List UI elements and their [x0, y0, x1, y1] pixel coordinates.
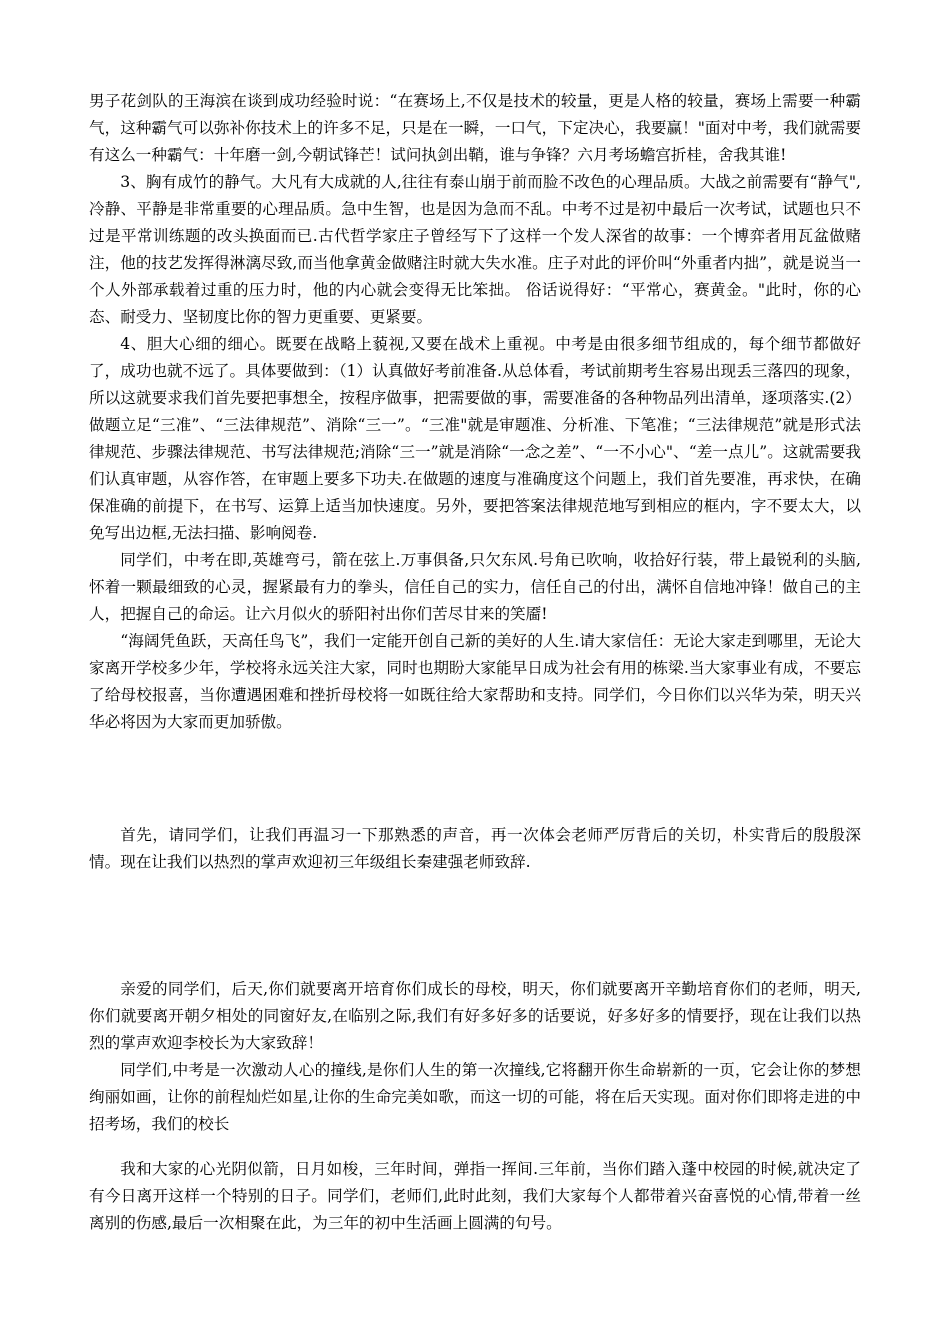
paragraph-three-years: 我和大家的心光阴似箭，日月如梭，三年时间，弹指一挥间.三年前，当你们踏入蓬中校园的时候,就决定了有今日离开这样一个特别的日子。同学们，老师们,此时此刻，我们大家每个人都带着兴奋喜悦的心情,带着一丝离别的伤感,最后一次相聚在此，为三年的初中生活画上圆满的句号。 [89, 1160, 861, 1232]
paragraph-point-3-calm: 3、胸有成竹的静气。大凡有大成就的人,往往有泰山崩于前而脸不改色的心理品质。大战之前需要有“静气",冷静、平静是非常重要的心理品质。急中生智，也是因为急而不乱。中考不过是初中最后一次考试，试题也只不过是平常训练题的改头换面而已.古代哲学家庄子曾经写下了这样一个发人深省的故事：一个博弈者用瓦盆做赌注，他的技艺发挥得淋漓尽致,而当他拿黄金做赌注时就大失水准。庄子对此的评价叫“外重者内拙”，就是说当一个人外部承载着过重的压力时，他的内心就会变得无比笨拙。 俗话说得好：“平常心，赛黄金。"此时，你的心态、耐受力、坚韧度比你的智力更重要、更紧要。 [89, 173, 861, 326]
paragraph-exam-coming: 同学们，中考在即,英雄弯弓，箭在弦上.万事俱备,只欠东风.号角已吹响，收拾好行装，带上最锐利的头脑,怀着一颗最细致的心灵，握紧最有力的拳头，信任自己的实力，信任自己的付出，满怀自信地冲锋！做自己的主人，把握自己的命运。让六月似火的骄阳衬出你们苦尽甘来的笑靥! [89, 551, 861, 623]
section-spacer [89, 1138, 861, 1156]
document-page [89, 88, 861, 1237]
paragraph-future-wishes: “海阔凭鱼跃，天高任鸟飞”，我们一定能开创自己新的美好的人生.请大家信任：无论大家走到哪里，无论大家离开学校多少年，学校将永远关注大家，同时也期盼大家能早日成为社会有用的栋梁.当大家事业有成，不要忘了给母校报喜，当你遭遇困难和挫折母校将一如既往给大家帮助和支持。同学们，今日你们以兴华为荣，明天兴华必将因为大家而更加骄傲。 [89, 632, 861, 731]
paragraph-exam-finish-line: 同学们,中考是一次激动人心的撞线,是你们人生的第一次撞线,它将翻开你生命崭新的一页，它会让你的梦想绚丽如画，让你的前程灿烂如星,让你的生命完美如歌，而这一切的可能，将在后天实现。面对你们即将走进的中招考场，我们的校长 [89, 1061, 861, 1133]
section-spacer [89, 736, 861, 822]
paragraph-wang-haibin: 男子花剑队的王海滨在谈到成功经验时说：“在赛场上,不仅是技术的较量，更是人格的较量，赛场上需要一种霸气，这种霸气可以弥补你技术上的许多不足，只是在一瞬，一口气，下定决心，我要赢！"面对中考，我们就需要有这么一种霸气：十年磨一剑,今朝试锋芒！试问执剑出鞘，谁与争锋？六月考场蟾宫折桂，舍我其谁! [89, 92, 861, 164]
paragraph-point-4-care: 4、胆大心细的细心。既要在战略上藐视,又要在战术上重视。中考是由很多细节组成的，每个细节都做好了，成功也就不远了。具体要做到：（1）认真做好考前准备.从总体看，考试前期考生容易出现丢三落四的现象，所以这就要求我们首先要把事想全，按程序做事，把需要做的事，需要准备的各种物品列出清单，逐项落实.(2）做题立足“三准”、“三法律规范”、消除“三一”。“三准"就是审题准、分析准、下笔准；“三法律规范”就是形式法律规范、步骤法律规范、书写法律规范;消除“三一”就是消除“一念之差”、“一不小心"、“差一点儿”。这就需要我们认真审题，从容作答，在审题上要多下功夫.在做题的速度与准确度这个问题上，我们首先要准，再求快，在确保准确的前提下，在书写、运算上适当加快速度。另外，要把答案法律规范地写到相应的框内，字不要太大，以免写出边框,无法扫描、影响阅卷. [89, 335, 861, 542]
section-spacer [89, 876, 861, 976]
paragraph-teacher-intro: 首先，请同学们，让我们再温习一下那熟悉的声音，再一次体会老师严厉背后的关切，朴实背后的殷殷深情。现在让我们以热烈的掌声欢迎初三年级组长秦建强老师致辞. [89, 826, 861, 871]
paragraph-principal-intro: 亲爱的同学们，后天,你们就要离开培育你们成长的母校，明天，你们就要离开辛勤培育你们的老师，明天,你们就要离开朝夕相处的同窗好友,在临别之际,我们有好多好多的话要说，好多好多的情要抒，现在让我们以热烈的掌声欢迎李校长为大家致辞！ [89, 980, 861, 1052]
